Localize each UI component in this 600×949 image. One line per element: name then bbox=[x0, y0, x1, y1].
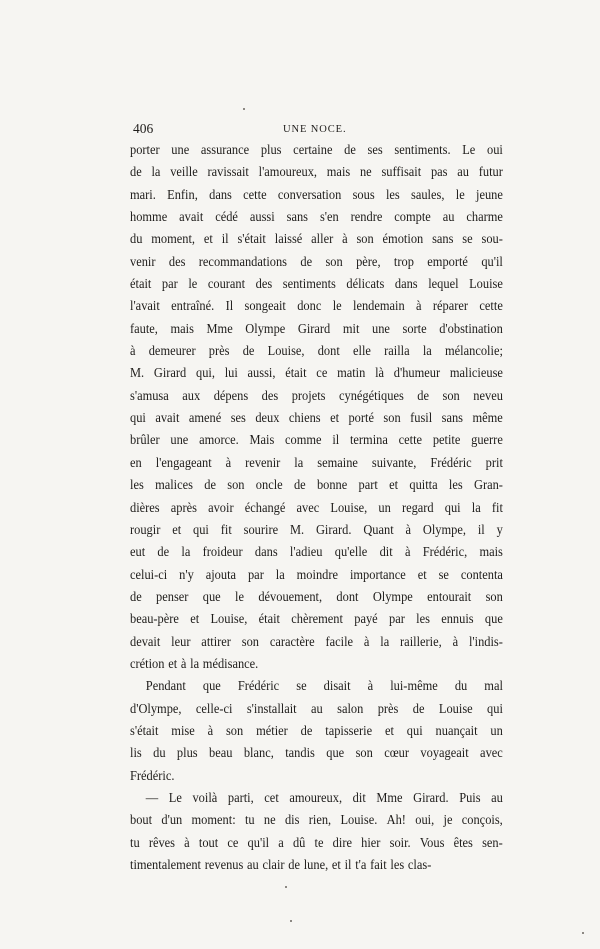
text-line: Pendant que Frédéric se disait à lui-même du mal bbox=[145, 678, 503, 694]
text-line: eut de la froideur dans l'adieu qu'elle dit à Frédéric, mais bbox=[130, 544, 503, 560]
text-line: — Le voilà parti, cet amoureux, dit Mme Girard. Puis au bbox=[145, 789, 503, 805]
paragraph bbox=[130, 139, 503, 675]
scan-speck bbox=[582, 932, 584, 934]
text-line: qui avait amené ses deux chiens et porté son fusil sans même bbox=[130, 410, 503, 426]
text-line: Frédéric. bbox=[130, 767, 175, 783]
text-line: timentalement revenus au clair de lune, et il t'a fait les clas- bbox=[130, 857, 432, 872]
text-line: brûler une amorce. Mais comme il termina cette petite guerre bbox=[130, 432, 503, 448]
text-line: tu rêves à tout ce qu'il a dû te dire hier soir. Vous êtes sen- bbox=[130, 834, 503, 850]
scan-speck bbox=[243, 108, 245, 110]
text-line: M. Girard qui, lui aussi, était ce matin là d'humeur malicieuse bbox=[130, 365, 503, 381]
text-line: lis du plus beau blanc, tandis que son cœur voyageait avec bbox=[130, 745, 503, 761]
text-line: s'amusa aux dépens des projets cynégétiques de son neveu bbox=[130, 387, 503, 403]
page-header bbox=[133, 120, 505, 138]
text-line: du moment, et il s'était laissé aller à son émotion sans se sou- bbox=[130, 231, 503, 247]
text-line: devait leur attirer son caractère facile à la raillerie, à l'indis- bbox=[130, 633, 503, 649]
scan-speck bbox=[290, 920, 292, 922]
text-line: s'était mise à son métier de tapisserie et qui nuançait un bbox=[130, 722, 503, 738]
text-line: mari. Enfin, dans cette conversation sous les saules, le jeune bbox=[130, 186, 503, 202]
text-line: dières après avoir échangé avec Louise, un regard qui la fit bbox=[130, 499, 503, 515]
scan-speck bbox=[285, 886, 287, 888]
body-text bbox=[130, 139, 503, 876]
text-line: de penser que le dévouement, dont Olympe entourait son bbox=[130, 588, 503, 604]
paragraph bbox=[130, 675, 503, 787]
text-line: d'Olympe, celle-ci s'installait au salon près de Louise qui bbox=[130, 700, 503, 716]
paragraph bbox=[130, 787, 503, 876]
running-title: UNE NOCE. bbox=[283, 124, 347, 135]
text-line: celui-ci n'y ajouta par la moindre importance et se contenta bbox=[130, 566, 503, 582]
text-line: bout d'un moment: tu ne dis rien, Louise. Ah! oui, je conçois, bbox=[130, 812, 503, 828]
text-line: beau-père et Louise, était chèrement payé par les ennuis que bbox=[130, 611, 503, 627]
text-line: homme avait cédé aussi sans s'en rendre compte au charme bbox=[130, 209, 503, 225]
text-line: venir des recommandations de son père, trop emporté qu'il bbox=[130, 253, 503, 269]
text-line: l'avait entraîné. Il songeait donc le lendemain à réparer cette bbox=[130, 298, 503, 314]
text-line: de la veille ravissait l'amoureux, mais ne suffisait pas au futur bbox=[130, 164, 503, 180]
page-number: 406 bbox=[133, 121, 154, 136]
text-line: porter une assurance plus certaine de ses sentiments. Le oui bbox=[130, 142, 503, 157]
text-line: crétion et à la médisance. bbox=[130, 655, 259, 671]
text-line: les malices de son oncle de bonne part et quitta les Gran- bbox=[130, 477, 503, 493]
text-line: rougir et qui fit sourire M. Girard. Quant à Olympe, il y bbox=[130, 521, 503, 537]
text-line: en l'engageant à revenir la semaine suivante, Frédéric prit bbox=[130, 454, 503, 470]
text-line: faute, mais Mme Olympe Girard mit une sorte d'obstination bbox=[130, 320, 503, 336]
text-line: à demeurer près de Louise, dont elle railla la mélancolie; bbox=[130, 343, 503, 359]
text-line: était par le courant des sentiments délicats dans lequel Louise bbox=[130, 276, 503, 292]
